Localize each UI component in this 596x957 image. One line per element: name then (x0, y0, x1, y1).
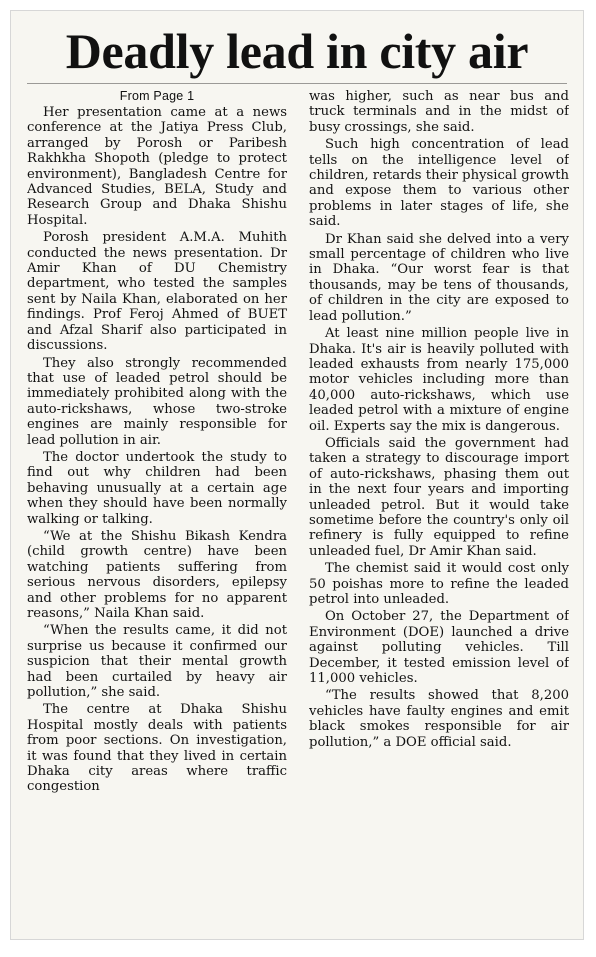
paragraph: was higher, such as near bus and truck terminals and in the midst of busy crossings, she said. (309, 89, 569, 135)
column-left (27, 89, 287, 929)
article-columns (27, 89, 569, 929)
headline-rule (27, 83, 567, 84)
paragraph: “We at the Shishu Bikash Kendra (child growth centre) have been watching patients suffering from serious nervous disorders, epilepsy and other problems for no apparent reasons,” Naila Khan said. (27, 528, 287, 621)
paragraph: They also strongly recommended that use of leaded petrol should be immediately prohibited along with the auto-rickshaws, whose two-stroke engines are mainly responsible for lead pollution in air. (27, 355, 287, 448)
headline: Deadly lead in city air (65, 23, 529, 79)
kicker: From Page 1 (119, 89, 195, 103)
column-right (309, 89, 569, 929)
paragraph: “When the results came, it did not surprise us because it confirmed our suspicion that their mental growth had been curtailed by heavy air pollution,” she said. (27, 623, 287, 701)
paragraph: The chemist said it would cost only 50 poishas more to refine the leaded petrol into unleaded. (309, 561, 569, 607)
paragraph: Officials said the government had taken a strategy to discourage import of auto-rickshaws, phasing them out in the next four years and importing unleaded petrol. But it would take sometime before the country's only oil refinery is fully equipped to refine unleaded fuel, Dr Amir Khan said. (309, 435, 569, 559)
paragraph: “The results showed that 8,200 vehicles have faulty engines and emit black smokes responsible for air pollution,” a DOE official said. (309, 688, 569, 750)
newspaper-clipping (10, 10, 584, 940)
paragraph: Dr Khan said she delved into a very small percentage of children who live in Dhaka. “Our worst fear is that thousands, may be tens of thousands, of children in the city are exposed to lead pollution.” (309, 231, 569, 324)
paragraph: At least nine million people live in Dhaka. It's air is heavily polluted with leaded exhausts from nearly 175,000 motor vehicles including more than 40,000 auto-rickshaws, which use leaded petrol with a mixture of engine oil. Experts say the mix is dangerous. (309, 326, 569, 434)
paragraph: Porosh president A.M.A. Muhith conducted the news presentation. Dr Amir Khan of DU Chemistry department, who tested the samples sent by Naila Khan, elaborated on her findings. Prof Feroj Ahmed of BUET and Afzal Sharif also participated in discussions. (27, 230, 287, 354)
paragraph: On October 27, the Department of Environment (DOE) launched a drive against polluting vehicles. Till December, it tested emission level of 11,000 vehicles. (309, 609, 569, 687)
paragraph: The doctor undertook the study to find out why children had been behaving unusually at a certain age when they should have been normally walking or talking. (27, 449, 287, 527)
paragraph: Such high concentration of lead tells on the intelligence level of children, retards their physical growth and expose them to various other problems in later stages of life, she said. (309, 137, 569, 230)
paragraph: Her presentation came at a news conference at the Jatiya Press Club, arranged by Porosh or Paribesh Rakhkha Shopoth (pledge to protect environment), Bangladesh Centre for Advanced Studies, BELA, Study and Research Group and Dhaka Shishu Hospital. (27, 105, 287, 228)
paragraph: The centre at Dhaka Shishu Hospital mostly deals with patients from poor sections. On investigation, it was found that they lived in certain Dhaka city areas where traffic congestion (27, 702, 287, 795)
